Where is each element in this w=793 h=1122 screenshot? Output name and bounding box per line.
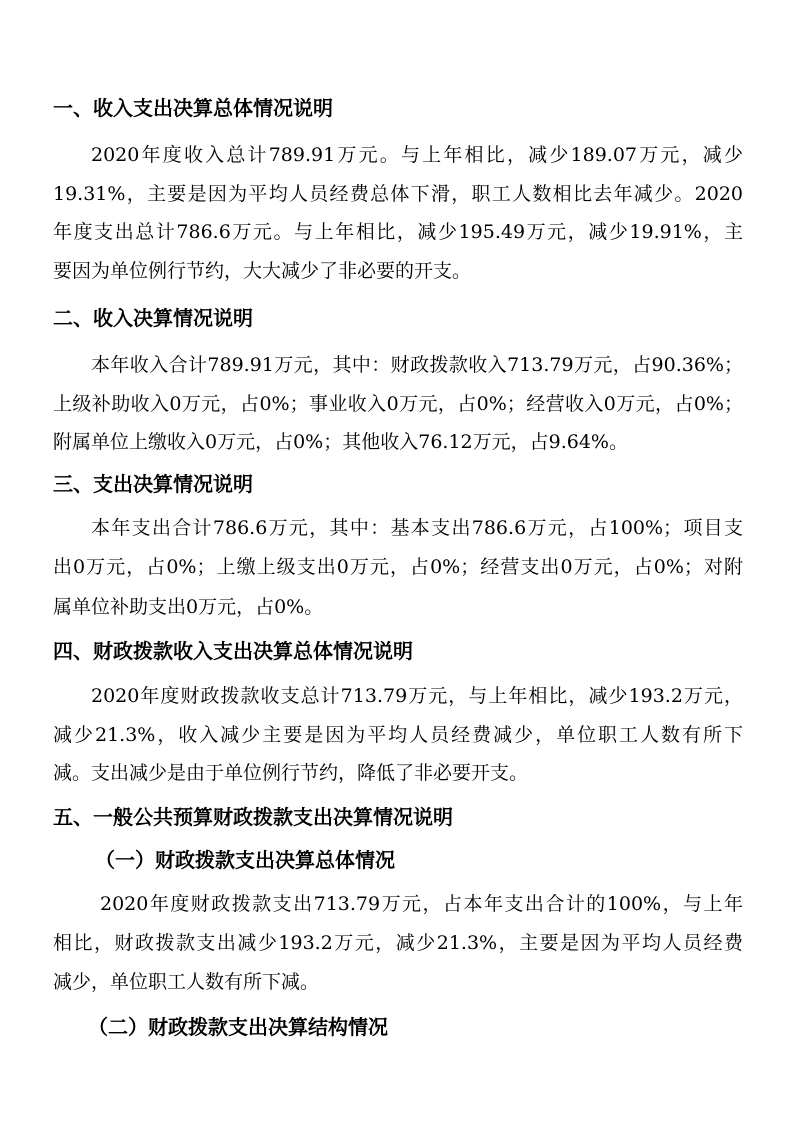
- paragraph-line: 出0万元，占0%；上缴上级支出0万元，占0%；经营支出0万元，占0%；对附: [53, 556, 743, 578]
- paragraph-line: 减少，单位职工人数有所下减。: [53, 971, 320, 993]
- paragraph-line: 本年收入合计789.91万元，其中：财政拨款收入713.79万元，占90.36%；: [91, 354, 743, 376]
- paragraph-line: 要因为单位例行节约，大大减少了非必要的开支。: [53, 260, 472, 282]
- paragraph-line: 相比，财政拨款支出减少193.2万元，减少21.3%，主要是因为平均人员经费: [53, 932, 743, 954]
- paragraph-line: 2020年度收入总计789.91万元。与上年相比，减少189.07万元，减少: [91, 144, 743, 166]
- paragraph-line: 属单位补助支出0万元，占0%。: [53, 596, 324, 618]
- paragraph-line: 减。支出减少是由于单位例行节约，降低了非必要开支。: [53, 762, 529, 784]
- subsection-heading-1: （一）财政拨款支出决算总体情况: [95, 848, 395, 872]
- paragraph-line: 本年支出合计786.6万元，其中：基本支出786.6万元，占100%；项目支: [91, 517, 743, 539]
- paragraph-line: 2020年度财政拨款支出713.79万元，占本年支出合计的100%，与上年: [100, 893, 743, 915]
- section-heading-4: 四、财政拨款收入支出决算总体情况说明: [53, 639, 413, 663]
- paragraph-line: 上级补助收入0万元，占0%；事业收入0万元，占0%；经营收入0万元，占0%；: [53, 393, 743, 415]
- section-heading-1: 一、收入支出决算总体情况说明: [53, 96, 333, 120]
- paragraph-line: 19.31%，主要是因为平均人员经费总体下滑，职工人数相比去年减少。2020: [53, 183, 743, 205]
- paragraph-line: 2020年度财政拨款收支总计713.79万元，与上年相比，减少193.2万元，: [91, 685, 743, 707]
- section-heading-5: 五、一般公共预算财政拨款支出决算情况说明: [53, 805, 453, 829]
- paragraph-line: 减少21.3%，收入减少主要是因为平均人员经费减少，单位职工人数有所下: [53, 724, 743, 746]
- paragraph-line: 附属单位上缴收入0万元，占0%；其他收入76.12万元，占9.64%。: [53, 431, 628, 453]
- subsection-heading-2: （二）财政拨款支出决算结构情况: [88, 1015, 388, 1039]
- section-heading-3: 三、支出决算情况说明: [53, 472, 253, 496]
- section-heading-2: 二、收入决算情况说明: [53, 306, 253, 330]
- paragraph-line: 年度支出总计786.6万元。与上年相比，减少195.49万元，减少19.91%，主: [53, 221, 743, 243]
